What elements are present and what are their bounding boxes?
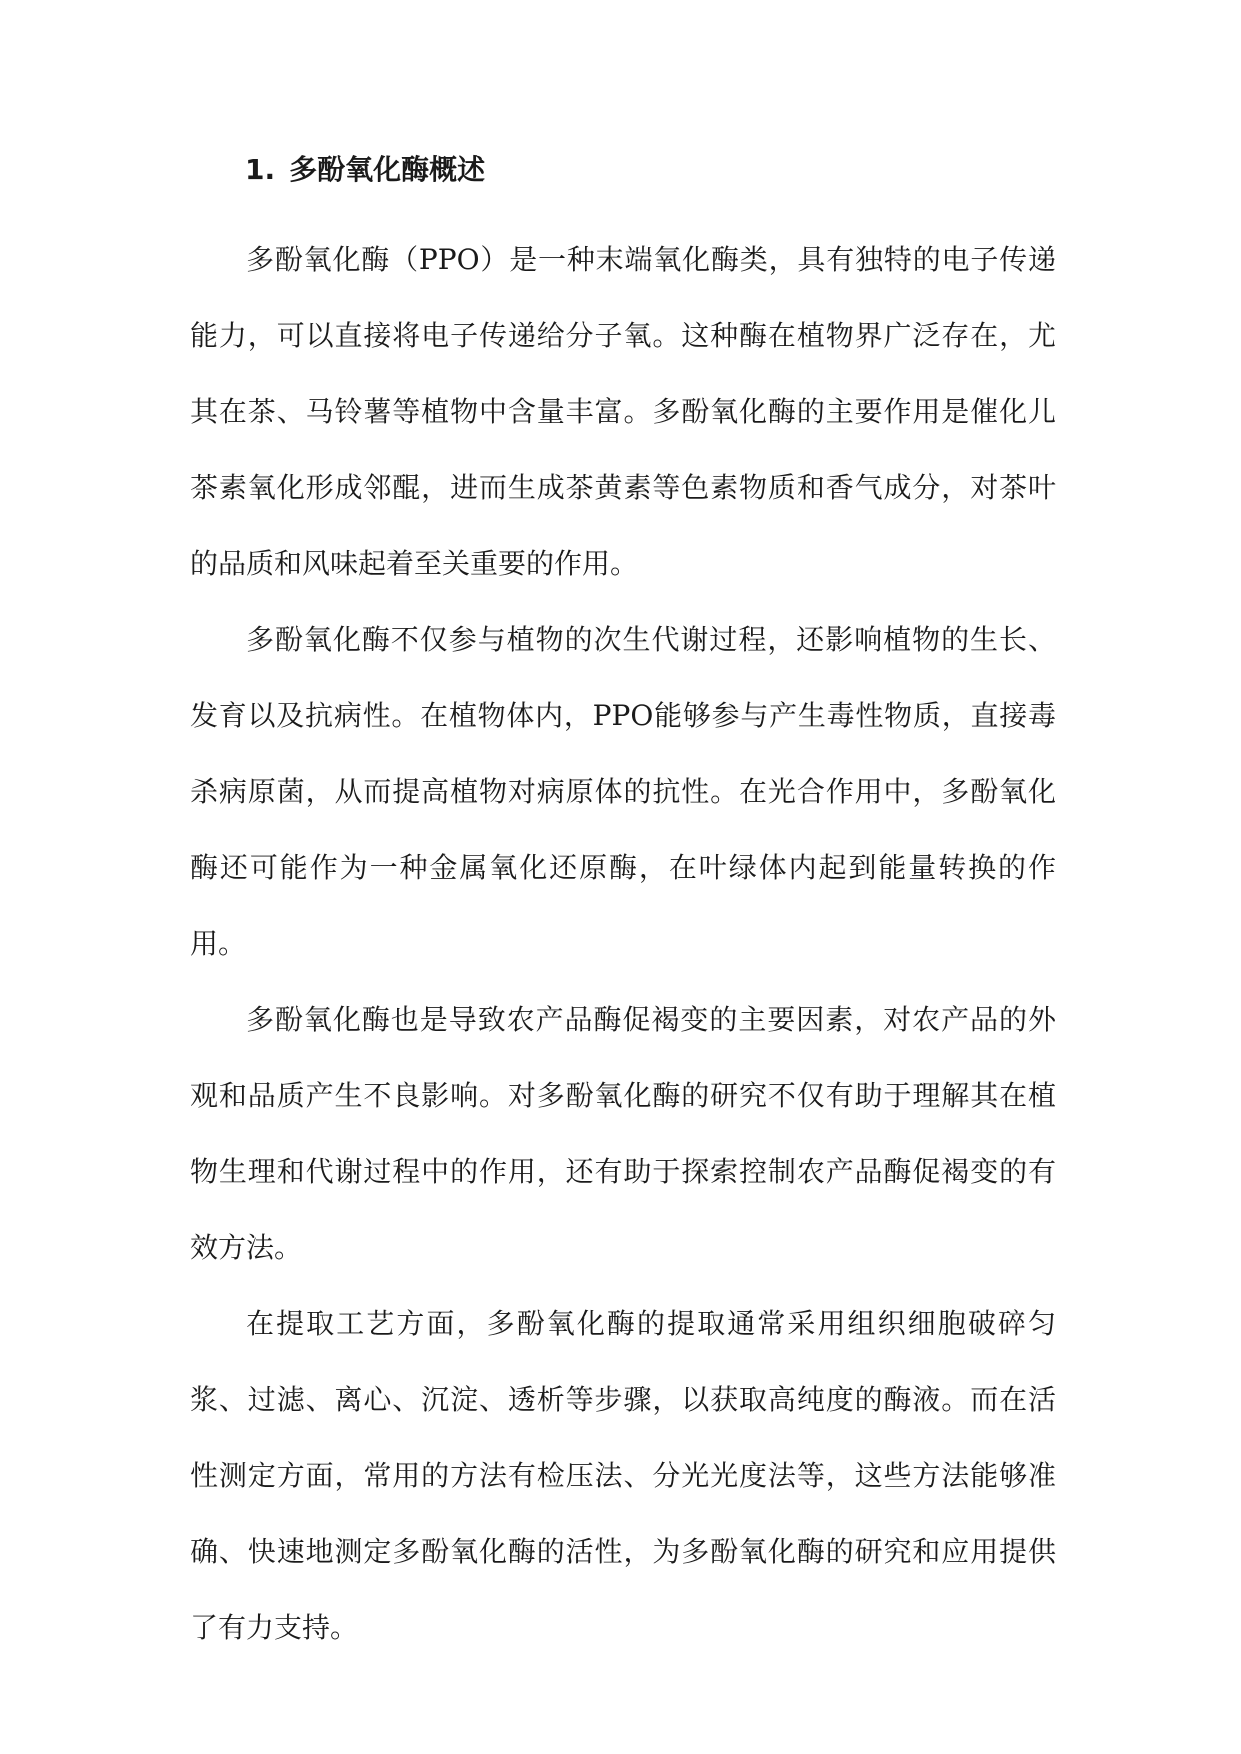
section-number: 1. xyxy=(245,153,276,186)
paragraph: 多酚氧化酶（PPO）是一种末端氧化酶类，具有独特的电子传递能力，可以直接将电子传递给分子氧。这种酶在植物界广泛存在，尤其在茶、马铃薯等植物中含量丰富。多酚氧化酶的主要作用是催化儿茶素氧化形成邻醌，进而生成茶黄素等色素物质和香气成分，对茶叶的品质和风味起着至关重要的作用。 xyxy=(190,243,1056,580)
paragraph: 在提取工艺方面，多酚氧化酶的提取通常采用组织细胞破碎匀浆、过滤、离心、沉淀、透析等步骤，以获取高纯度的酶液。而在活性测定方面，常用的方法有检压法、分光光度法等，这些方法能够准确、快速地测定多酚氧化酶的活性，为多酚氧化酶的研究和应用提供了有力支持。 xyxy=(190,1307,1056,1644)
section-heading xyxy=(245,150,485,190)
section-title: 多酚氧化酶概述 xyxy=(289,153,486,186)
paragraph: 多酚氧化酶不仅参与植物的次生代谢过程，还影响植物的生长、发育以及抗病性。在植物体内，PPO能够参与产生毒性物质，直接毒杀病原菌，从而提高植物对病原体的抗性。在光合作用中，多酚氧化酶还可能作为一种金属氧化还原酶，在叶绿体内起到能量转换的作用。 xyxy=(190,623,1056,960)
body-text xyxy=(190,222,1056,1666)
paragraph: 多酚氧化酶也是导致农产品酶促褐变的主要因素，对农产品的外观和品质产生不良影响。对多酚氧化酶的研究不仅有助于理解其在植物生理和代谢过程中的作用，还有助于探索控制农产品酶促褐变的有效方法。 xyxy=(190,1003,1056,1264)
